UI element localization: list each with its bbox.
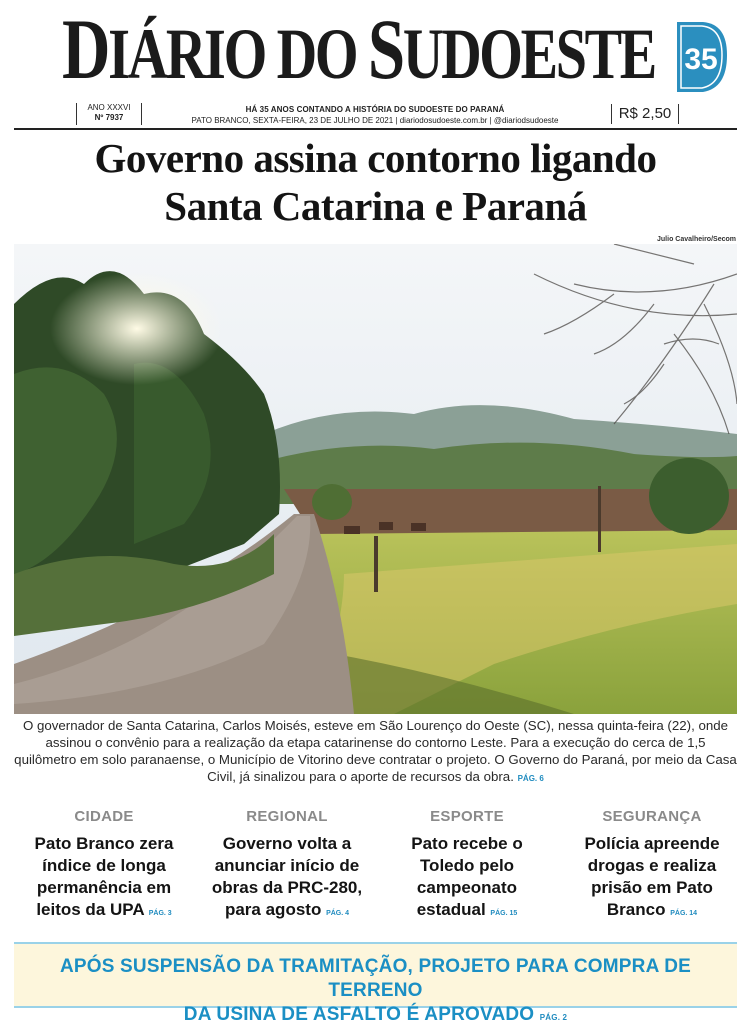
banner-line-2: DA USINA DE ASFALTO É APROVADO PÁG. 2 bbox=[183, 1004, 568, 1024]
photo-credit: Julio Cavalheiro/Secom bbox=[657, 236, 736, 243]
banner-page-ref: PÁG. 2 bbox=[539, 1013, 568, 1022]
section-teasers bbox=[14, 806, 737, 926]
logo-initial-s: S bbox=[367, 1, 403, 97]
logo-text-part1: IÁRIO DO bbox=[108, 14, 368, 94]
page-ref: PÁG. 3 bbox=[148, 910, 172, 917]
section-esporte[interactable] bbox=[387, 806, 547, 925]
badge-number: 35 bbox=[684, 43, 718, 76]
bottom-banner[interactable] bbox=[14, 942, 737, 1024]
page-ref: PÁG. 14 bbox=[670, 910, 698, 917]
photo-caption bbox=[14, 717, 737, 787]
main-headline[interactable] bbox=[14, 134, 737, 230]
edition-number: Nº 7937 bbox=[94, 113, 124, 122]
logo-text-part2: UDOESTE bbox=[402, 14, 655, 94]
section-label: CIDADE bbox=[74, 808, 134, 825]
section-headline: Governo volta a anunciar início de obras da PRC-280, para agosto PÁG. 4 bbox=[211, 834, 363, 919]
main-photo[interactable] bbox=[14, 244, 737, 714]
section-headline: Pato recebe o Toledo pelo campeonato estadual PÁG. 15 bbox=[411, 834, 523, 919]
page-ref: PÁG. 15 bbox=[490, 910, 518, 917]
dateline-block bbox=[190, 104, 560, 126]
caption-page-ref[interactable]: PÁG. 6 bbox=[517, 774, 544, 783]
section-cidade[interactable] bbox=[14, 806, 194, 925]
dateline: PATO BRANCO, SEXTA-FEIRA, 23 DE JULHO DE 2021 | diariodosudoeste.com.br | @diariodsudoeste bbox=[191, 116, 559, 125]
section-label: REGIONAL bbox=[246, 808, 328, 825]
logo-initial-d: D bbox=[62, 1, 109, 97]
section-seguranca[interactable] bbox=[567, 806, 737, 925]
section-label: ESPORTE bbox=[430, 808, 504, 825]
newspaper-logo[interactable] bbox=[62, 1, 655, 97]
headline-line-2: Santa Catarina e Paraná bbox=[164, 183, 587, 229]
edition-year: ANO XXXVI bbox=[87, 103, 131, 112]
page-ref: PÁG. 4 bbox=[326, 910, 350, 917]
section-headline: Polícia apreende drogas e realiza prisão em Pato Branco PÁG. 14 bbox=[584, 834, 720, 919]
price: R$ 2,50 bbox=[611, 104, 679, 124]
anniversary-35-badge bbox=[675, 14, 729, 96]
masthead bbox=[0, 0, 751, 125]
section-regional[interactable] bbox=[197, 806, 377, 925]
caption-text: O governador de Santa Catarina, Carlos Moisés, esteve em São Lourenço do Oeste (SC), nessa quinta-feira (22), onde assinou o convênio para a realização da etapa catarinense do contorno Leste. Para a execução do cerca de 1,5 quilômetro em solo paranaense, o Município de Vitorino deve contratar o projeto. O Governo do Paraná, por meio da Casa Civil, já sinalizou para o aporte de recursos da obra. bbox=[14, 718, 737, 784]
banner-line-1: APÓS SUSPENSÃO DA TRAMITAÇÃO, PROJETO PARA COMPRA DE TERRENO bbox=[59, 956, 692, 1001]
edition-info bbox=[76, 103, 142, 125]
tagline: HÁ 35 ANOS CONTANDO A HISTÓRIA DO SUDOESTE DO PARANÁ bbox=[245, 105, 505, 114]
section-label: SEGURANÇA bbox=[602, 808, 702, 825]
masthead-divider bbox=[14, 128, 737, 130]
section-headline: Pato Branco zera índice de longa permanência em leitos da UPA PÁG. 3 bbox=[34, 834, 174, 919]
headline-line-1: Governo assina contorno ligando bbox=[94, 135, 657, 181]
